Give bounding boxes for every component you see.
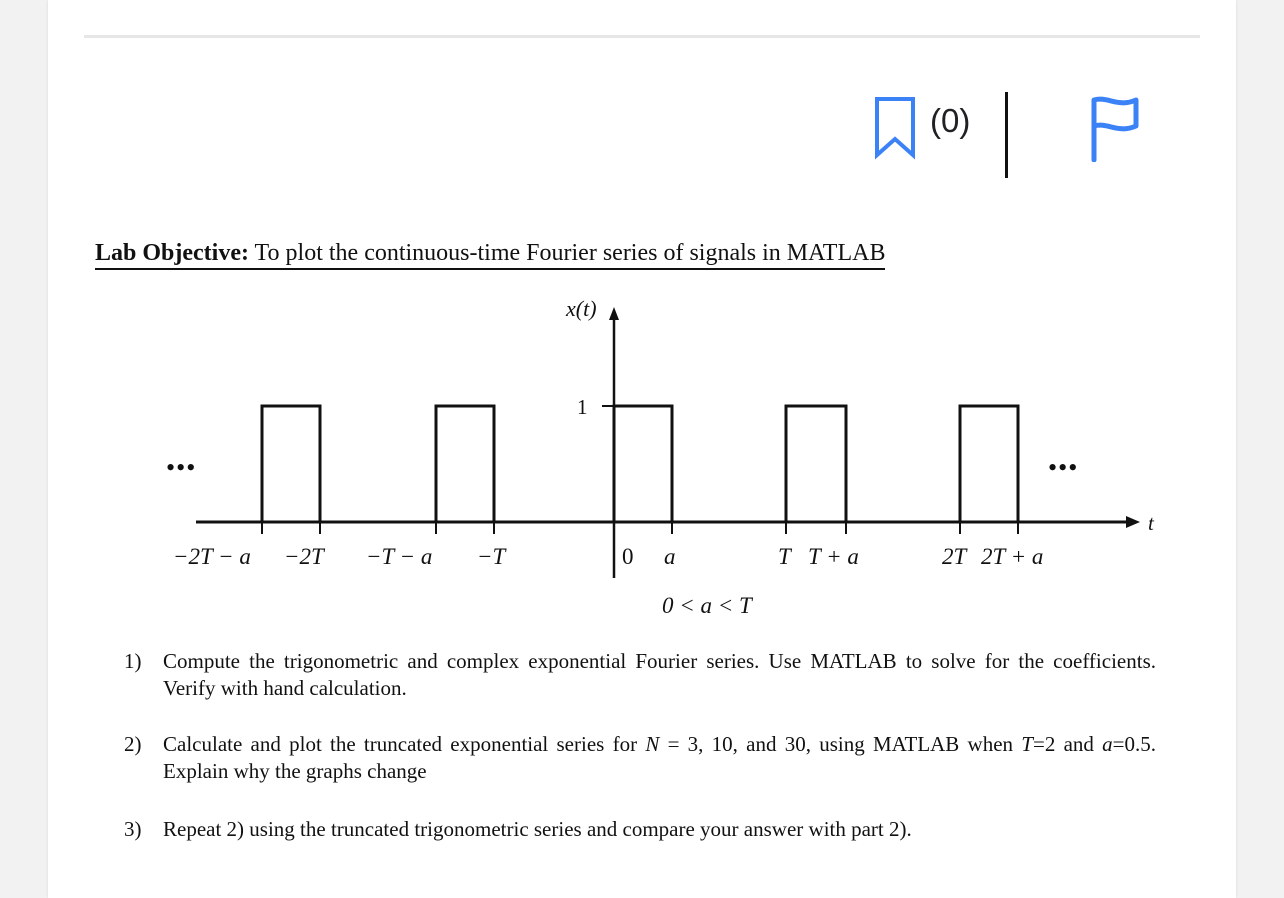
task-text: = 3, 10, and 30, using MATLAB when	[659, 732, 1022, 756]
task-number: 3)	[124, 817, 142, 841]
var-n: N	[645, 732, 660, 756]
task-text: Compute the trigonometric and complex exponential Fourier series. Use MATLAB to solve for the coefficients. Verify with hand calculation.	[163, 649, 1156, 700]
tick-label: 2T + a	[981, 544, 1044, 569]
tick-label: −2T	[284, 544, 324, 569]
bookmark-button[interactable]	[874, 96, 916, 160]
question-card	[48, 0, 1236, 898]
task-number: 2)	[124, 732, 142, 756]
x-axis-arrow	[609, 307, 619, 320]
task-list	[124, 648, 1156, 843]
y-axis-label: x(t)	[566, 296, 597, 321]
lab-objective	[95, 239, 885, 270]
ellipsis-right: •••	[1048, 453, 1079, 482]
report-flag-button[interactable]	[1090, 94, 1140, 162]
tick-label: 2T	[942, 544, 967, 569]
task-item	[124, 731, 1156, 785]
tick-label: T + a	[808, 544, 859, 569]
pulse	[262, 406, 320, 522]
tick-label: a	[664, 544, 676, 569]
var-a: a	[1102, 732, 1113, 756]
tick-label: −T − a	[366, 544, 433, 569]
task-text: Repeat 2) using the truncated trigonometric series and compare your answer with part 2).	[163, 817, 912, 841]
var-t: T	[1021, 732, 1033, 756]
t-axis-arrow	[1126, 516, 1140, 528]
task-number: 1)	[124, 649, 142, 673]
toolbar-divider	[1005, 92, 1008, 178]
pulse	[786, 406, 846, 522]
condition-label: 0 < a < T	[662, 593, 752, 618]
t-axis-label: t	[1148, 511, 1154, 535]
top-divider	[84, 35, 1200, 38]
flag-icon	[1090, 94, 1140, 162]
tick-label: −T	[477, 544, 506, 569]
objective-text: To plot the continuous-time Fourier series of signals in MATLAB	[248, 240, 886, 266]
tick-label: T	[778, 544, 791, 569]
task-item	[124, 816, 1156, 843]
pulse	[436, 406, 494, 522]
bookmark-icon	[874, 96, 916, 160]
bookmark-count: (0)	[930, 102, 971, 139]
task-item	[124, 648, 1156, 702]
ellipsis-left: •••	[166, 453, 197, 482]
tick-label: 0	[622, 544, 634, 569]
amplitude-label: 1	[577, 395, 588, 419]
pulse	[614, 406, 672, 522]
tick-label: −2T − a	[173, 544, 251, 569]
objective-label: Lab Objective:	[95, 240, 249, 266]
task-text: =0.5. Explain why the graphs change	[163, 732, 1156, 783]
pulse	[960, 406, 1018, 522]
task-text: Calculate and plot the truncated exponential series for	[163, 732, 646, 756]
task-text: =2 and	[1032, 732, 1103, 756]
square-wave-figure	[96, 280, 1284, 630]
